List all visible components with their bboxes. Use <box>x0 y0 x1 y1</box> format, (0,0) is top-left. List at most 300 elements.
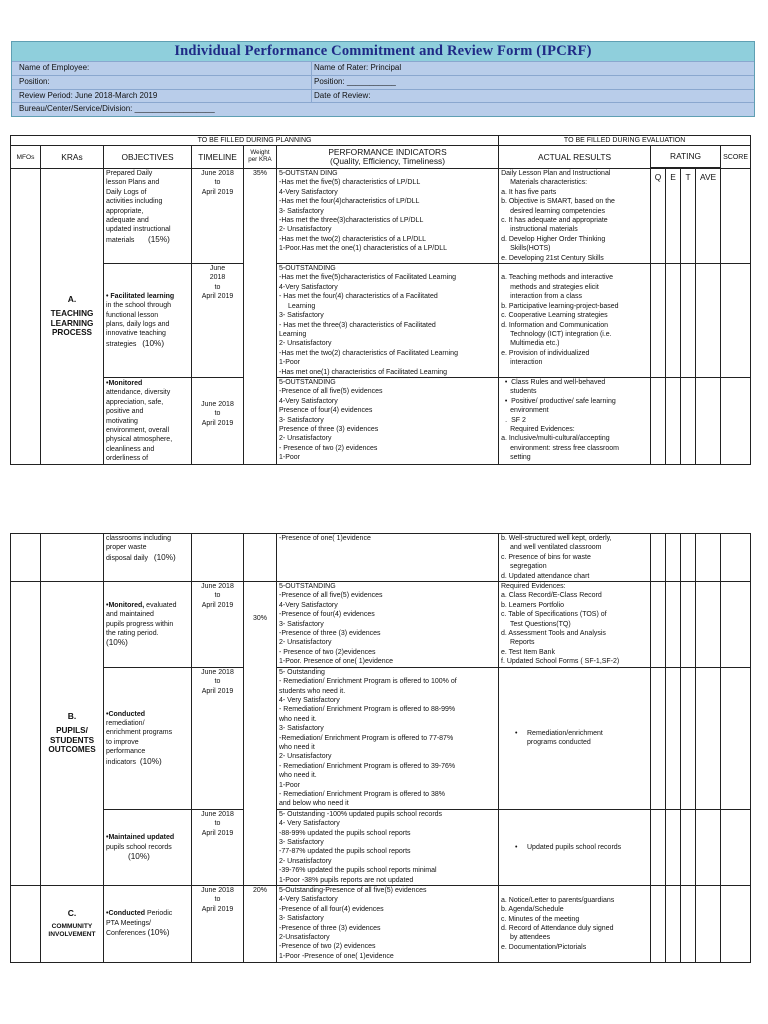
rating-t-cell[interactable] <box>681 667 696 809</box>
indicator-line: 5- Outstanding -100% updated pupils school records <box>279 810 443 818</box>
form-title: Individual Performance Commitment and Review Form (IPCRF) <box>12 42 754 61</box>
indicator-line: -Presence of three (3) evidences <box>279 630 381 638</box>
mfo-cell-a <box>11 169 41 465</box>
rating-e-cell[interactable] <box>666 886 681 963</box>
obj-line: innovative teaching <box>106 330 166 338</box>
timeline-start: June 2018 <box>201 170 234 177</box>
indicator-line: 3- Satisfactory <box>279 416 324 424</box>
indicator-line: -Presence of one( 1)evidence <box>279 535 371 542</box>
timeline-end: April 2019 <box>201 188 234 196</box>
indicator-line: - Remediation/ Enrichment Program is offered to 88-99% <box>279 706 456 714</box>
actual-b1 <box>499 582 651 668</box>
indicator-line: -88-99% updated the pupils school reports <box>279 829 411 837</box>
indicator-line: who need it. <box>279 772 317 780</box>
actual-line: and well ventilated classroom <box>510 544 602 552</box>
actual-line: b. Objective is SMART, based on the <box>501 198 615 206</box>
rating-t-cell[interactable] <box>681 809 696 885</box>
ipcrf-table-page2 <box>10 533 751 963</box>
indicator-line: -Presence of all five(5) evidences <box>279 388 383 396</box>
actual-line: e. Documentation/Pictorials <box>501 943 587 951</box>
actual-line: setting <box>510 454 531 462</box>
obj-bold: • Facilitated learning <box>106 292 175 300</box>
kra-c <box>41 886 104 963</box>
indicator-line: 1-Poor <box>279 454 301 462</box>
weight-cont <box>244 534 277 582</box>
perf-ind-title: PERFORMANCE INDICATORS <box>328 147 447 157</box>
obj-line: activities including <box>106 198 163 206</box>
rating-q-cell[interactable] <box>651 264 666 378</box>
indicators-c <box>277 886 499 963</box>
kra-a-name: TEACHING LEARNING PROCESS <box>50 309 94 338</box>
indicator-line: Presence of three (3) evidences <box>279 425 379 433</box>
col-timeline: TIMELINE <box>192 146 244 169</box>
obj-weight-pct: (10%) <box>139 756 162 766</box>
obj-line: motivating <box>106 417 138 425</box>
bullet-icon: • <box>515 843 518 851</box>
indicators-a3 <box>277 377 499 464</box>
score-cell[interactable] <box>721 582 751 668</box>
ipcrf-table-page1 <box>10 135 751 465</box>
rating-e-cell[interactable] <box>666 534 681 582</box>
obj-line: remediation/ <box>106 719 145 727</box>
timeline-b2 <box>192 667 244 809</box>
actual-line: instructional materials <box>510 226 578 234</box>
obj-line: and maintained <box>106 611 154 619</box>
timeline-to: to <box>214 179 221 187</box>
obj-line: the rating period. <box>106 630 159 638</box>
indicator-line: 4- Very Satisfactory <box>279 696 340 704</box>
obj-line: PTA Meetings/ <box>106 919 152 927</box>
ipcrf-header <box>11 41 755 117</box>
actual-line: Technology (ICT) integration (i.e. <box>510 330 612 338</box>
timeline-end: April 2019 <box>201 419 234 427</box>
obj-line: disposal daily <box>106 554 149 562</box>
timeline-to: to <box>214 820 221 828</box>
obj-line: Prepared Daily <box>106 170 153 177</box>
timeline-start: June <box>209 265 226 273</box>
obj-line: updated instructional <box>106 226 171 234</box>
obj-line: plans, daily logs and <box>106 321 170 328</box>
indicator-line: 1-Poor -38% pupils reports are not updated <box>279 876 414 884</box>
obj-bold: •Conducted <box>106 710 146 718</box>
obj-line: in the school through <box>106 302 171 310</box>
indicator-line: - Has met the four(4) characteristics of a Facilitated <box>279 293 438 301</box>
objective-c <box>104 886 192 963</box>
col-weight: Weight per KRA <box>244 146 277 169</box>
actual-line: segregation <box>510 563 547 571</box>
indicator-line: 5-Outstanding-Presence of all five(5) evidences <box>279 887 427 895</box>
obj-line: proper waste <box>106 544 147 552</box>
perf-ind-subtitle: (Quality, Efficiency, Timeliness) <box>330 156 445 166</box>
actual-line: b. Participative learning-project-based <box>501 302 619 310</box>
actual-line: by attendees <box>510 934 551 942</box>
kra-b <box>41 582 104 886</box>
actual-line: Required Evidences: <box>510 425 575 433</box>
timeline-end: April 2019 <box>201 687 234 695</box>
timeline-to: to <box>214 410 221 418</box>
objective-a3 <box>104 377 192 464</box>
obj-line: cleanliness and <box>106 445 155 453</box>
indicator-line: -Has met the four(4)characteristics of LP/DLL <box>279 198 420 206</box>
indicator-line: -Presence of three (3) evidences <box>279 924 381 932</box>
indicator-line: 3- Satisfactory <box>279 839 324 846</box>
col-mfos: MFOs <box>11 146 41 169</box>
objective-b2 <box>104 667 192 809</box>
rating-ave-cell[interactable] <box>696 886 721 963</box>
actual-line: d. Record of Attendance duly signed <box>501 925 614 933</box>
objective-continued <box>104 534 192 582</box>
actual-line: b. Learners Portfolio <box>501 601 565 609</box>
rating-q-cell[interactable] <box>651 582 666 668</box>
bullet-icon: • <box>504 378 508 386</box>
rating-e-header: E <box>666 169 681 264</box>
actual-line: Multimedia etc.) <box>510 340 560 348</box>
obj-line: lesson Plans and <box>106 179 160 187</box>
timeline-a1 <box>192 169 244 264</box>
rating-t-cell[interactable] <box>681 582 696 668</box>
indicator-line: 1-Poor -Presence of one( 1)evidence <box>279 952 394 960</box>
indicator-line: -Has met the two(2) characteristics of Facilitated Learning <box>279 349 458 357</box>
indicator-line: 2- Unsatisfactory <box>279 340 332 348</box>
indicator-line: Learning <box>279 330 307 338</box>
actual-line: Skills(HOTS) <box>510 245 551 253</box>
col-actual-results: ACTUAL RESULTS <box>499 146 651 169</box>
indicator-line: 3- Satisfactory <box>279 915 324 923</box>
rating-ave-cell[interactable] <box>696 582 721 668</box>
indicators-b3 <box>277 809 499 885</box>
actual-line: d. Develop Higher Order Thinking <box>501 235 606 243</box>
timeline-a2 <box>192 264 244 378</box>
indicator-line: 1-Poor.Has met the one(1) characteristics of a LP/DLL <box>279 245 448 253</box>
timeline-to: to <box>214 283 221 291</box>
actual-line: c. Presence of bins for waste <box>501 553 591 561</box>
rating-q-cell[interactable] <box>651 377 666 464</box>
rating-e-cell[interactable] <box>666 667 681 809</box>
indicator-line: 2- Unsatisfactory <box>279 753 332 761</box>
actual-line: f. Updated School Forms ( SF-1,SF-2) <box>501 658 620 666</box>
evaluation-header: TO BE FILLED DURING EVALUATION <box>499 136 751 146</box>
actual-a3 <box>499 377 651 464</box>
obj-bold: •Conducted <box>106 910 146 918</box>
indicator-line: 5- Outstanding <box>279 668 325 676</box>
rating-e-cell[interactable] <box>666 809 681 885</box>
indicator-line: -39-76% updated the pupils school reports minimal <box>279 867 437 875</box>
objective-b1 <box>104 582 192 668</box>
bureau-label: Bureau/Center/Service/Division: __________________ <box>19 104 215 114</box>
actual-line: d. Updated attendance chart <box>501 572 590 580</box>
indicator-line: - Remediation/ Enrichment Program is offered to 38% <box>279 790 446 798</box>
obj-line: indicators <box>106 758 136 766</box>
indicators-continued <box>277 534 499 582</box>
header-row-period <box>12 89 754 103</box>
indicator-line: 2- Unsatisfactory <box>279 857 332 865</box>
indicator-line: 2- Unsatisfactory <box>279 639 332 647</box>
actual-line: a. Class Record/E-Class Record <box>501 592 602 600</box>
indicator-line: 1-Poor <box>279 781 301 789</box>
timeline-end: April 2019 <box>201 601 234 609</box>
rating-q-cell[interactable] <box>651 534 666 582</box>
indicators-a1 <box>277 169 499 264</box>
employee-label: Name of Employee: <box>12 62 312 75</box>
obj-bold: •Monitored <box>106 379 143 387</box>
indicator-line: 4-Very Satisfactory <box>279 601 338 609</box>
actual-line: Updated pupils school records <box>527 843 622 851</box>
timeline-b1 <box>192 582 244 668</box>
rating-t-header: T <box>681 169 696 264</box>
col-performance-indicators <box>277 146 499 169</box>
rating-ave-cell[interactable] <box>696 264 721 378</box>
actual-line: c. Cooperative Learning strategies <box>501 312 608 320</box>
obj-line: pupils school records <box>106 843 172 851</box>
timeline-to: to <box>214 896 221 904</box>
objective-b3 <box>104 809 192 885</box>
col-score: SCORE <box>721 146 751 169</box>
weight-b: 30% <box>244 582 277 886</box>
actual-b2 <box>499 667 651 809</box>
kra-c-letter: C. <box>67 907 77 918</box>
timeline-start-year: 2018 <box>209 274 226 282</box>
col-rating: RATING <box>651 146 721 168</box>
indicators-a2 <box>277 264 499 378</box>
score-cell[interactable] <box>721 377 751 464</box>
rating-ave-header: AVE <box>696 169 721 264</box>
actual-line: b. Agenda/Schedule <box>501 906 564 914</box>
actual-line: SF 2 <box>511 416 526 424</box>
actual-line: e. Developing 21st Century Skills <box>501 254 604 262</box>
obj-line: classrooms including <box>106 535 171 542</box>
rating-q-header: Q <box>651 169 666 264</box>
actual-line: a. Inclusive/multi-cultural/accepting <box>501 435 610 443</box>
actual-line: Reports <box>510 639 535 647</box>
obj-bold: •Monitored, <box>106 601 145 609</box>
score-cell[interactable] <box>721 169 751 264</box>
indicator-line: - Remediation/ Enrichment Program is offered to 100% of <box>279 678 457 686</box>
obj-weight-pct: (10%) <box>106 638 128 648</box>
actual-line: a. Teaching methods and interactive <box>501 274 614 282</box>
indicator-line: -Presence of all five(5) evidences <box>279 592 383 600</box>
actual-line: b. Well-structured well kept, orderly, <box>501 535 612 542</box>
actual-line: a. Notice/Letter to parents/guardians <box>501 896 615 904</box>
timeline-c <box>192 886 244 963</box>
col-objectives: OBJECTIVES <box>104 146 192 169</box>
indicator-line: -Has met the five(5)characteristics of Facilitated Learning <box>279 274 457 282</box>
rating-t-cell[interactable] <box>681 886 696 963</box>
indicator-line: 5-OUTSTANDING <box>279 378 336 386</box>
indicator-line: 1-Poor <box>279 359 301 367</box>
obj-line: to improve <box>106 738 139 746</box>
timeline-start: June 2018 <box>201 887 234 895</box>
timeline-end: April 2019 <box>201 293 234 301</box>
objective-a2 <box>104 264 192 378</box>
actual-b3 <box>499 809 651 885</box>
actual-line: environment <box>510 407 549 415</box>
timeline-start: June 2018 <box>201 810 234 818</box>
indicator-line: -Presence of all four(4) evidences <box>279 905 384 913</box>
rating-ave-cell[interactable] <box>696 534 721 582</box>
indicators-b2 <box>277 667 499 809</box>
kra-b-name: PUPILS/ STUDENTS OUTCOMES <box>48 726 96 755</box>
indicator-line: 5-OUTSTAN DING <box>279 170 338 177</box>
indicator-line: -Remediation/ Enrichment Program is offered to 77-87% <box>279 734 454 742</box>
obj-line: appropriate, <box>106 207 144 215</box>
obj-line: pupils progress within <box>106 620 174 628</box>
timeline-a3 <box>192 377 244 464</box>
obj-line: environment, overall <box>106 426 170 434</box>
rating-ave-cell[interactable] <box>696 809 721 885</box>
indicators-b1 <box>277 582 499 668</box>
actual-a1 <box>499 169 651 264</box>
rater-position-label: Position: ___________ <box>314 76 396 86</box>
actual-a2 <box>499 264 651 378</box>
timeline-b3 <box>192 809 244 885</box>
header-row-names <box>12 61 754 75</box>
indicator-line: 3- Satisfactory <box>279 620 324 628</box>
obj-line: functional lesson <box>106 311 159 319</box>
obj-line: appreciation, safe, <box>106 398 164 406</box>
actual-line: e. Provision of individualized <box>501 349 590 357</box>
indicator-line: - Presence of two (2)evidences <box>279 648 376 656</box>
rating-q-cell[interactable] <box>651 809 666 885</box>
indicator-line: 4-Very Satisfactory <box>279 283 338 291</box>
obj-line: adequate and <box>106 217 149 225</box>
timeline-start: June 2018 <box>201 583 234 591</box>
indicator-line: 4-Very Satisfactory <box>279 188 338 196</box>
kra-b-letter: B. <box>67 711 77 722</box>
score-cell[interactable] <box>721 534 751 582</box>
actual-line: environment: stress free classroom <box>510 444 619 452</box>
rating-t-cell[interactable] <box>681 264 696 378</box>
timeline-end: April 2019 <box>201 829 234 837</box>
actual-line: Test Questions(TQ) <box>510 620 571 628</box>
actual-line: desired learning competencies <box>510 207 606 215</box>
kra-a <box>41 169 104 465</box>
obj-bold: •Maintained updated <box>106 834 175 842</box>
indicator-line: -Presence of four(4) evidences <box>279 611 375 619</box>
bullet-icon: . <box>505 416 508 424</box>
kra-a-letter: A. <box>67 293 77 304</box>
actual-line: methods and strategies elicit <box>510 283 599 291</box>
rating-t-cell[interactable] <box>681 377 696 464</box>
indicator-line: -Has met the two(2) characteristics of a LP/DLL <box>279 235 427 243</box>
indicator-line: students who need it. <box>279 687 346 695</box>
indicator-line: -Has met the three(3)characteristics of LP/DLL <box>279 217 424 225</box>
bullet-icon: • <box>504 397 508 405</box>
indicator-line: 3- Satisfactory <box>279 725 324 733</box>
weight-c: 20% <box>244 886 277 963</box>
score-cell[interactable] <box>721 886 751 963</box>
indicator-line: 2- Unsatisfactory <box>279 226 332 234</box>
rater-label: Name of Rater: Principal <box>314 63 402 72</box>
timeline-start: June 2018 <box>201 400 234 408</box>
indicator-line: -Has met the five(5) characteristics of LP/DLL <box>279 179 421 187</box>
actual-c <box>499 886 651 963</box>
bullet-icon: • <box>515 729 518 737</box>
indicator-line: - Presence of two (2) evidences <box>279 444 378 452</box>
actual-line: c. It has adequate and appropriate <box>501 217 608 225</box>
actual-line: Remediation/enrichment programs conducted <box>527 729 603 747</box>
indicator-line: 1-Poor. Presence of one( 1)evidence <box>279 658 394 666</box>
obj-weight-pct: (10%) <box>128 852 150 862</box>
indicator-line: 2-Unsatisfactory <box>279 934 330 942</box>
rating-q-cell[interactable] <box>651 667 666 809</box>
rating-e-cell[interactable] <box>666 264 681 378</box>
actual-line: e. Test Item Bank <box>501 648 555 656</box>
date-of-review: Date of Review: <box>314 90 371 100</box>
planning-header: TO BE FILLED DURING PLANNING <box>11 136 499 146</box>
actual-line: d. Information and Communication <box>501 321 609 329</box>
indicator-line: -77-87% updated the pupils school reports <box>279 848 411 856</box>
position-label: Position: <box>12 76 312 89</box>
mfo-cell-b <box>11 582 41 886</box>
actual-line: Required Evidences: <box>501 583 566 591</box>
actual-continued <box>499 534 651 582</box>
timeline-to: to <box>214 592 221 600</box>
obj-line: attendance, diversity <box>106 389 171 397</box>
actual-line: Class Rules and well-behaved <box>511 378 606 386</box>
actual-line: Daily Lesson Plan and Instructional <box>501 170 611 177</box>
obj-line: positive and <box>106 408 144 416</box>
score-cell[interactable] <box>721 264 751 378</box>
indicator-line: 5-OUTSTANDING <box>279 583 336 591</box>
indicator-line: 4-Very Satisfactory <box>279 397 338 405</box>
rating-e-cell[interactable] <box>666 377 681 464</box>
obj-weight-pct: (10%) <box>153 552 176 562</box>
rating-ave-cell[interactable] <box>696 377 721 464</box>
indicator-line: - Remediation/ Enrichment Program is offered to 39-76% <box>279 762 456 770</box>
review-period: Review Period: June 2018-March 2019 <box>12 90 312 103</box>
rating-t-cell[interactable] <box>681 534 696 582</box>
rating-q-cell[interactable] <box>651 886 666 963</box>
actual-line: interaction from a class <box>510 293 583 301</box>
indicator-line: 3- Satisfactory <box>279 312 324 320</box>
indicator-line: 2- Unsatisfactory <box>279 435 332 443</box>
rating-e-cell[interactable] <box>666 582 681 668</box>
indicator-line: 3- Satisfactory <box>279 207 324 215</box>
obj-weight-pct: (10%) <box>142 338 165 348</box>
indicator-line: -Presence of two (2) evidences <box>279 943 376 951</box>
actual-line: a. It has five parts <box>501 188 557 196</box>
obj-weight-pct: (10%) <box>147 928 170 938</box>
obj-line: performance <box>106 748 146 756</box>
kra-cell-cont <box>41 534 104 582</box>
actual-line: Materials characteristics: <box>510 179 588 187</box>
indicator-line: who need it <box>279 743 315 751</box>
timeline-end: April 2019 <box>201 905 234 913</box>
obj-line: orderliness of <box>106 455 149 463</box>
header-row-positions <box>12 75 754 89</box>
actual-line: Positive/ productive/ safe learning <box>511 397 616 405</box>
rating-ave-cell[interactable] <box>696 667 721 809</box>
weight-a: 35% <box>244 169 277 465</box>
indicator-line: and below who need it <box>279 800 349 808</box>
indicator-line: who need it. <box>279 715 317 723</box>
obj-line: Conferences <box>106 930 146 938</box>
timeline-to: to <box>214 678 221 686</box>
col-kras: KRAs <box>41 146 104 169</box>
actual-line: c. Table of Specifications (TOS) of <box>501 611 607 619</box>
indicator-line: 4- Very Satisfactory <box>279 820 340 828</box>
score-cell[interactable] <box>721 809 751 885</box>
indicator-line: 4-Very Satisfactory <box>279 896 338 904</box>
obj-line: physical atmosphere, <box>106 436 173 444</box>
obj-line: enrichment programs <box>106 729 173 737</box>
timeline-cont <box>192 534 244 582</box>
obj-line: evaluated <box>144 601 177 609</box>
obj-line: materials <box>106 236 135 244</box>
actual-line: c. Minutes of the meeting <box>501 915 580 923</box>
actual-line: students <box>510 388 537 396</box>
score-cell[interactable] <box>721 667 751 809</box>
